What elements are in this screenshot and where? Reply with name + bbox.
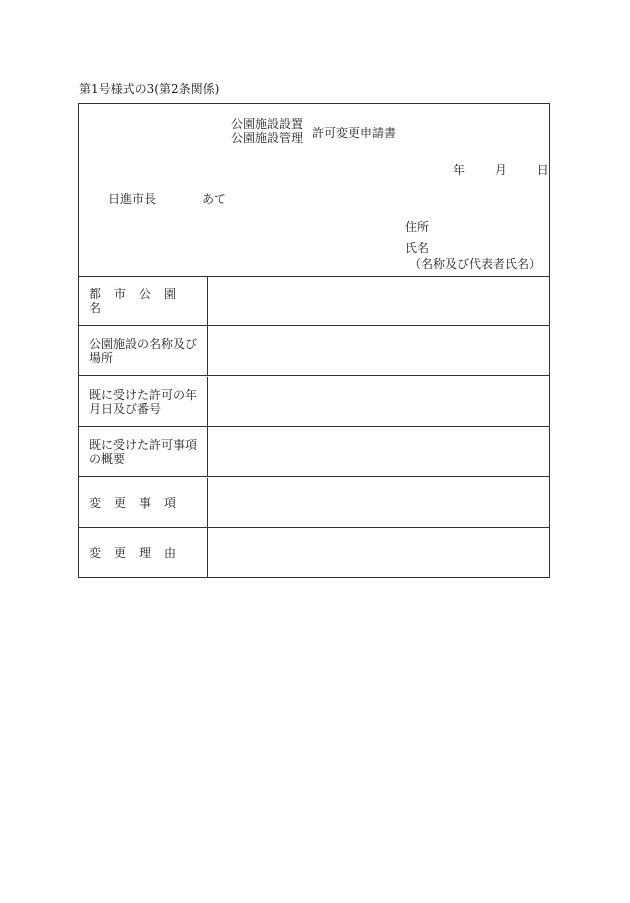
title-line-install: 公園施設設置 [231, 117, 304, 131]
applicant-address-label: 住所 [405, 220, 430, 234]
row-value-permit-date[interactable] [208, 377, 549, 426]
row-label-change-reason: 変更理由 [79, 528, 208, 578]
row-label-permit-summary: 既に受けた許可事項の概要 [79, 427, 208, 476]
row-value-park-name[interactable] [208, 276, 549, 325]
form-number-label: 第1号様式の3(第2条関係) [79, 82, 220, 96]
date-day: 日 [536, 163, 549, 177]
addressee-name: 日進市長 [108, 192, 157, 206]
row-value-facility[interactable] [208, 326, 549, 375]
table-row [79, 276, 549, 326]
form-title: 許可変更申請書 [312, 126, 397, 140]
form-header [79, 104, 549, 277]
date-month: 月 [494, 163, 507, 177]
row-label-permit-date: 既に受けた許可の年月日及び番号 [79, 377, 208, 426]
row-value-permit-summary[interactable] [208, 427, 549, 476]
title-stack [231, 117, 303, 145]
applicant-name-label: 氏名 [405, 241, 430, 255]
table-row [79, 528, 549, 578]
row-label-change-items: 変更事項 [79, 478, 208, 527]
addressee-suffix: あて [202, 192, 227, 206]
table-row [79, 326, 549, 376]
date-line [453, 161, 549, 178]
table-row [79, 478, 549, 528]
row-value-change-reason[interactable] [208, 528, 549, 578]
row-label-facility: 公園施設の名称及び場所 [79, 326, 208, 375]
date-year: 年 [453, 163, 466, 177]
row-value-change-items[interactable] [208, 478, 549, 527]
title-line-manage: 公園施設管理 [231, 131, 304, 145]
application-form [78, 103, 550, 578]
table-row [79, 427, 549, 477]
row-label-park-name: 都市公園名 [79, 276, 208, 325]
table-row [79, 377, 549, 427]
applicant-name-note: （名称及び代表者氏名） [409, 257, 542, 271]
